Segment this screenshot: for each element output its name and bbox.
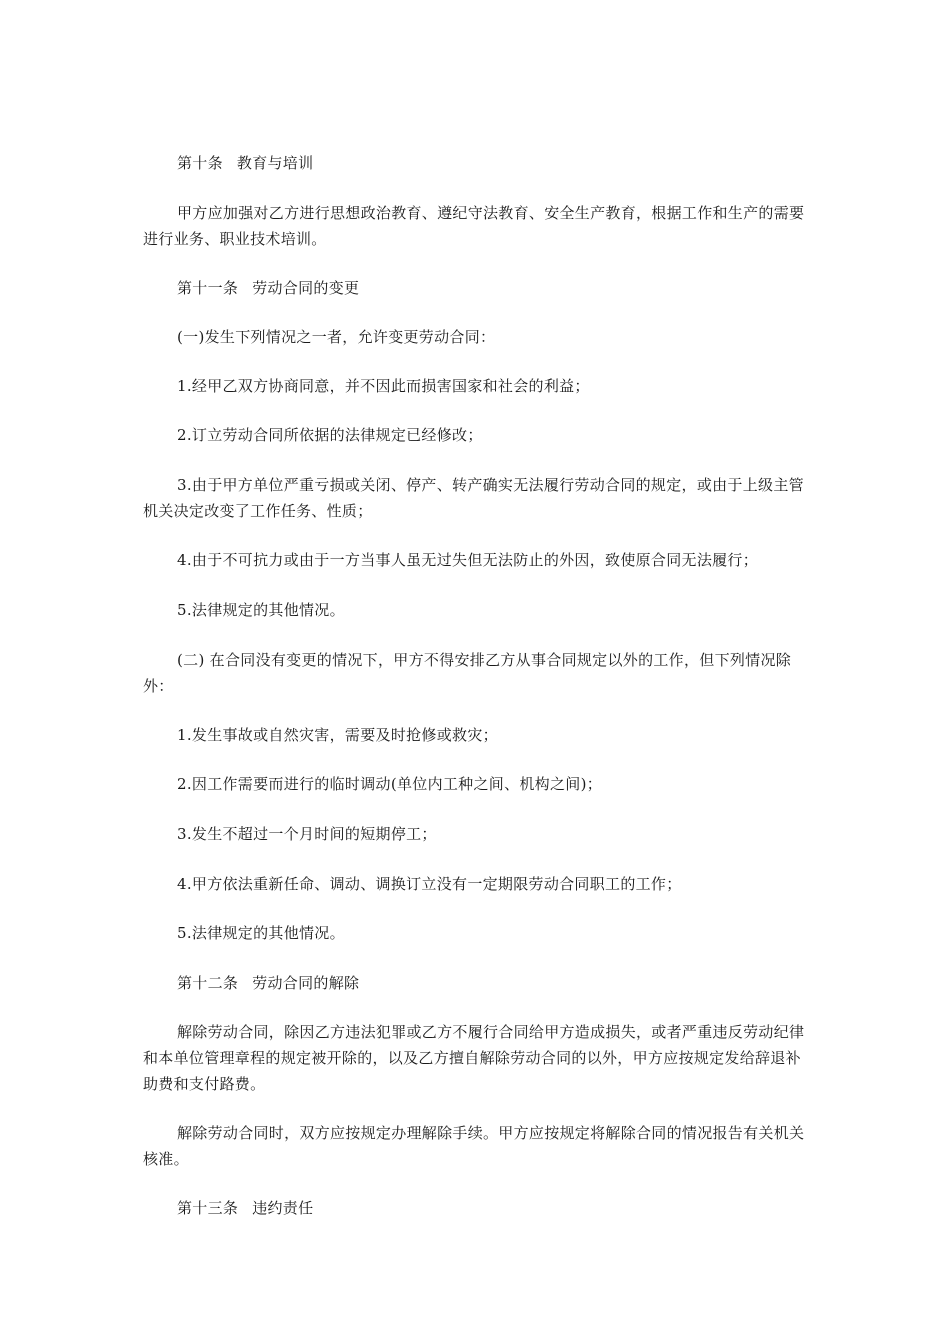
article-12-number: 第十二条 bbox=[177, 974, 239, 992]
article-11-title: 劳动合同的变更 bbox=[252, 279, 360, 297]
article-11-section-1-item: 1.经甲乙双方协商同意，并不因此而损害国家和社会的利益； bbox=[177, 377, 590, 395]
article-10-number: 第十条 bbox=[177, 154, 223, 172]
article-11-number: 第十一条 bbox=[177, 279, 239, 297]
article-12-heading bbox=[143, 970, 807, 996]
article-10-heading bbox=[143, 150, 807, 176]
article-11-section-2-item: 3.发生不超过一个月时间的短期停工； bbox=[177, 825, 437, 843]
article-13-number: 第十三条 bbox=[177, 1199, 239, 1217]
article-11-section-1-item: 2.订立劳动合同所依据的法律规定已经修改； bbox=[177, 426, 483, 444]
article-10-body: 甲方应加强对乙方进行思想政治教育、遵纪守法教育、安全生产教育，根据工作和生产的需要进行业务、职业技术培训。 bbox=[143, 204, 805, 248]
article-11-section-2-item: 4.甲方依法重新任命、调动、调换订立没有一定期限劳动合同职工的工作； bbox=[177, 875, 682, 893]
article-12-title: 劳动合同的解除 bbox=[252, 974, 360, 992]
article-11-section-2-item: 5.法律规定的其他情况。 bbox=[177, 924, 345, 942]
article-11-section-2-item: 2.因工作需要而进行的临时调动(单位内工种之间、机构之间)； bbox=[177, 775, 603, 793]
article-11-section-1-intro: (一)发生下列情况之一者，允许变更劳动合同： bbox=[177, 328, 496, 346]
article-11-section-2-intro: (二) 在合同没有变更的情况下，甲方不得安排乙方从事合同规定以外的工作，但下列情况除外： bbox=[143, 651, 792, 695]
article-11-section-1-item: 5.法律规定的其他情况。 bbox=[177, 601, 345, 619]
article-12-paragraph: 解除劳动合同，除因乙方违法犯罪或乙方不履行合同给甲方造成损失，或者严重违反劳动纪律和本单位管理章程的规定被开除的，以及乙方擅自解除劳动合同的以外，甲方应按规定发给辞退补助费和支付路费。 bbox=[143, 1023, 805, 1093]
article-11-section-2-item: 1.发生事故或自然灾害，需要及时抢修或救灾； bbox=[177, 726, 498, 744]
article-11-section-1-item: 4.由于不可抗力或由于一方当事人虽无过失但无法防止的外因，致使原合同无法履行； bbox=[177, 551, 759, 569]
article-12-paragraph: 解除劳动合同时，双方应按规定办理解除手续。甲方应按规定将解除合同的情况报告有关机关核准。 bbox=[143, 1124, 805, 1168]
article-11-section-1-item: 3.由于甲方单位严重亏损或关闭、停产、转产确实无法履行劳动合同的规定，或由于上级主管机关决定改变了工作任务、性质； bbox=[143, 476, 804, 520]
article-11-heading bbox=[143, 275, 807, 301]
article-10-title: 教育与培训 bbox=[236, 154, 314, 172]
article-13-title: 违约责任 bbox=[252, 1199, 314, 1217]
article-13-heading bbox=[143, 1195, 807, 1221]
